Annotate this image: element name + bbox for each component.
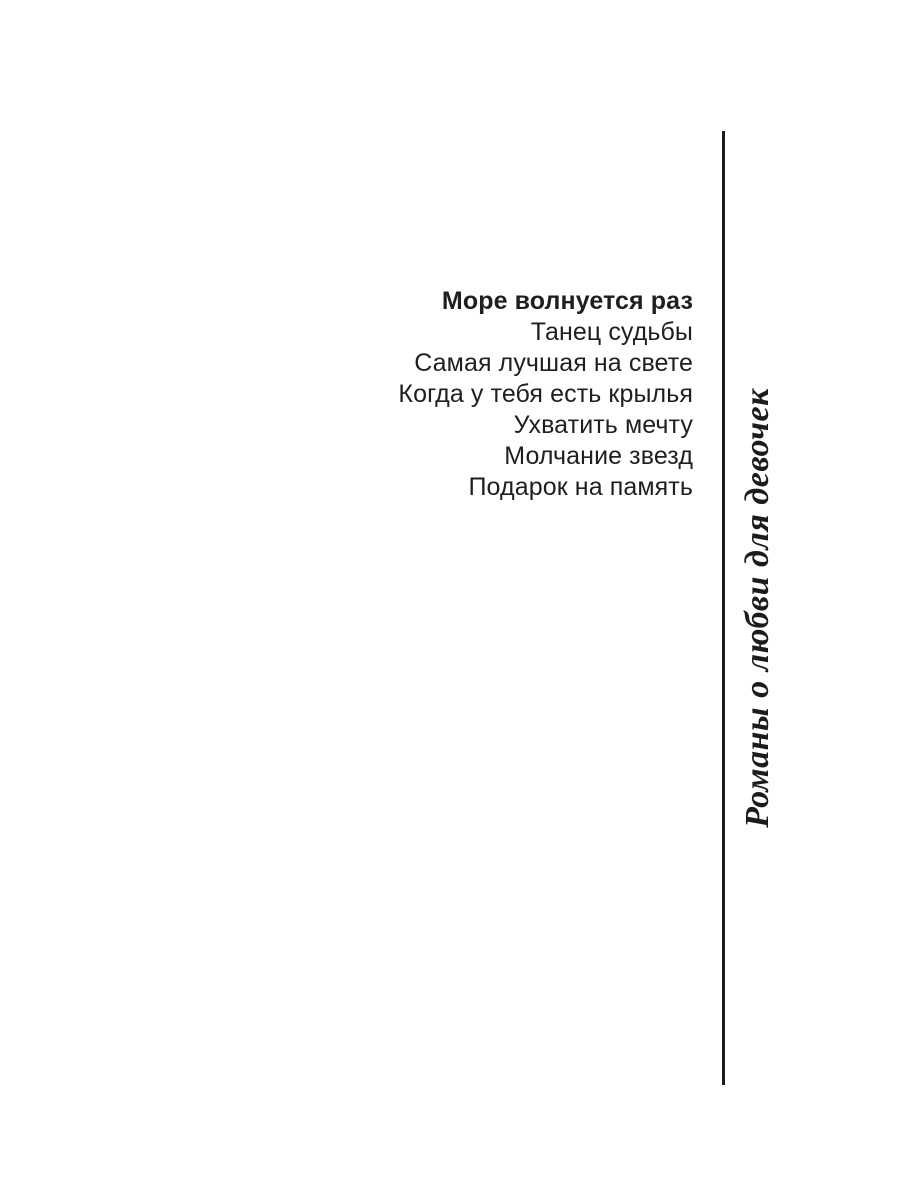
book-title: Когда у тебя есть крылья: [398, 380, 693, 408]
book-title: Самая лучшая на свете: [414, 349, 693, 377]
book-title-featured: Море волнуется раз: [441, 287, 693, 315]
book-title: Танец судьбы: [530, 318, 693, 346]
vertical-rule: [722, 131, 725, 1085]
series-titles-list: [398, 286, 693, 503]
book-title: Подарок на память: [468, 473, 693, 501]
book-title: Молчание звезд: [504, 442, 693, 470]
series-name-vertical-label: Романы о любви для девочек: [739, 388, 776, 828]
book-title: Ухватить мечту: [513, 411, 693, 439]
